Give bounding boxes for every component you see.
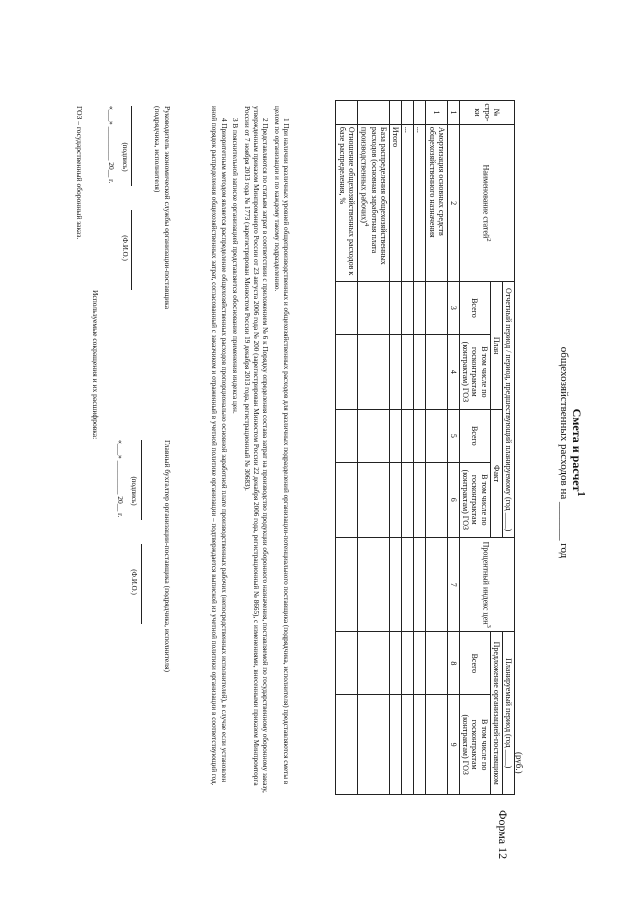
fio-caption: (Ф.И.О.) <box>130 569 139 595</box>
col-number: 5 <box>447 410 459 462</box>
table-row <box>414 101 426 795</box>
table-row <box>357 101 389 795</box>
footnotes <box>207 106 290 796</box>
col-number: 6 <box>447 462 459 538</box>
row-name: Отношение общехозяйственных расходов к базе распределения, % <box>336 124 357 281</box>
signature-accountant <box>116 440 172 740</box>
fio-line <box>132 210 133 290</box>
col-number: 9 <box>447 695 459 795</box>
currency-label: (руб.) <box>514 752 524 774</box>
footnote: 3 В пояснительной записке организацией представляется обоснование применения индекса цен. <box>231 118 240 414</box>
signature-left-title: Руководитель экономической службы организации-поставщика <box>163 106 172 310</box>
row-number <box>402 101 414 125</box>
signature-left-date: «___» _________ 20__ г. <box>106 106 116 184</box>
fio-caption: (Ф.И.О.) <box>120 235 129 261</box>
row-name-text: База распределения общехозяйственных расходов (основная заработная плата производственных рабочих) <box>358 126 388 265</box>
signature-line <box>132 106 133 186</box>
title-footnote-mark: 1 <box>575 491 586 497</box>
table-row <box>402 101 414 795</box>
estimate-table <box>335 100 515 795</box>
row-number <box>357 101 389 125</box>
header-proposal: Предложение организацией-поставщиком <box>490 632 502 795</box>
signature-right-captions <box>129 440 138 740</box>
table-row <box>336 101 357 795</box>
header-plan-goz: В том числе по госконтрактам (контрактам) ГОЗ <box>460 334 491 410</box>
signature-right-lines <box>139 440 149 740</box>
table-row <box>389 101 401 795</box>
podpis-caption: (подпись) <box>130 476 139 506</box>
footnote: 2 Представляются по статьям затрат в соответствии с приложением № 6 к Порядку определения состава затрат на производство продукции оборонного назначения, поставляемой по государственному оборонному заказу, утвержденным приказом Минпромэнерго России от 23 августа 2006 года № 200 (зарегистрирован Минюстом России 22 декабря 2006 года, регистрационный № 8665), с изменениями, внесенными приказом Минпромторга России от 7 ноября 2013 года № 1773 (зарегистрирован Минюстом России 19 декабря 2013 года, регистрационный № 30683). <box>242 106 270 793</box>
header-fact-goz: В том числе по госконтрактам (контрактам) ГОЗ <box>460 462 491 538</box>
col-number: 8 <box>447 632 459 695</box>
header-plan-total: Всего <box>460 282 491 334</box>
header-item-name-mark: 2 <box>485 238 493 242</box>
header-plan: План <box>490 282 502 410</box>
row-number <box>389 101 401 125</box>
podpis-caption: (подпись) <box>120 142 129 172</box>
row-number <box>414 101 426 125</box>
col-number: 4 <box>447 334 459 410</box>
row-number: 1 <box>426 101 447 125</box>
row-name: ... <box>414 124 426 281</box>
col-number: 1 <box>447 101 459 125</box>
footnote: 1 При наличии различных уровней общепроизводственных и общехозяйственных расходов для различных подразделений организации-потенциального поставщика (подрядчика, исполнителя) представляются сметы в целом по организации и по каждому такому подразделению. <box>272 106 290 785</box>
signature-left-captions <box>120 106 129 336</box>
header-planned-period: Планируемый период (год ____) <box>502 632 514 795</box>
header-fact: Факт <box>490 410 502 538</box>
header-report-period: Отчетный период / период, предшествующий планируемому (год ____) <box>502 282 514 538</box>
abbreviations-line: Используемые сокращения и их расшифровка: <box>91 290 100 440</box>
goz-definition: ГОЗ – государственный оборонный заказ. <box>75 106 84 240</box>
signature-left-lines <box>129 106 139 336</box>
document-title <box>569 0 586 905</box>
row-number <box>336 101 357 125</box>
table-row <box>426 101 447 795</box>
signature-right-date: «___» _________ 20__ г. <box>116 440 126 518</box>
footnote: 4 Приоритетным методом является распределение общехозяйственных расходов пропорционально основной заработной плате производственных рабочих (непосредственных исполнителей), в случае если установлен иной порядок распределения общехозяйственных затрат, согласованный с заказчиком и отраженный в учетной политике организации – подтверждается выпиской из учетной политики организации в соответствующий год. <box>210 106 228 786</box>
signature-left-subtitle: (подрядчика, исполнителя) <box>153 106 163 193</box>
row-name: Амортизация основных средств общехозяйственного назначения <box>426 124 447 281</box>
header-proposal-total: Всего <box>460 632 491 695</box>
row-name-mark: 4 <box>362 222 370 227</box>
row-name: ... <box>402 124 414 281</box>
header-fact-total: Всего <box>460 410 491 462</box>
row-name: Итого <box>389 124 401 281</box>
header-price-index-mark: 3 <box>485 624 493 628</box>
signature-right-title: Главный бухгалтер организации-поставщика (подрядчика, исполнителя) <box>163 440 172 672</box>
header-item-name-text: Наименование статей <box>481 164 491 239</box>
col-number: 3 <box>447 282 459 334</box>
signature-economist <box>106 106 172 336</box>
fio-line <box>141 544 142 624</box>
header-proposal-goz: В том числе по госконтрактам (контрактам) ГОЗ <box>460 695 491 795</box>
row-name <box>357 124 389 281</box>
form-number: Форма 12 <box>496 810 510 860</box>
col-number: 7 <box>447 538 459 632</box>
header-item-name <box>460 124 515 281</box>
header-price-index <box>460 538 515 632</box>
document-subtitle: общехозяйственных расходов на _______ год <box>558 346 570 559</box>
col-number: 2 <box>447 124 459 281</box>
signature-line <box>141 440 142 520</box>
header-price-index-text: Процентный индекс цен <box>481 541 491 625</box>
header-row-number: № стро-ки <box>460 101 515 125</box>
title-text: Смета и расчет <box>570 408 584 492</box>
